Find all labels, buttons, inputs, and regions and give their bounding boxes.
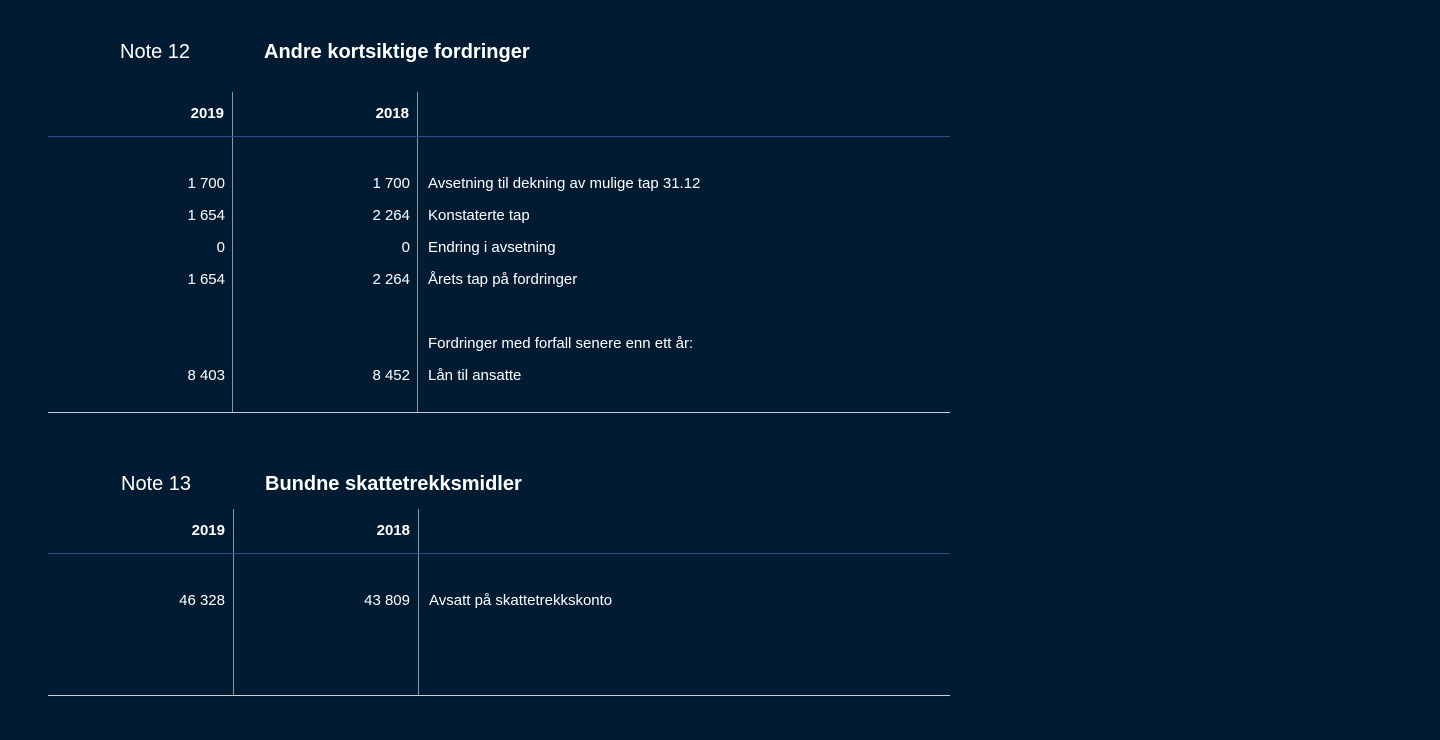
column-header-2018: 2018 <box>376 522 410 539</box>
value-2019: 1 700 <box>187 175 225 192</box>
column-header-2019: 2019 <box>191 522 225 539</box>
row-description: Konstaterte tap <box>428 207 530 224</box>
table-row <box>48 239 950 263</box>
row-description: Årets tap på fordringer <box>428 271 578 288</box>
note-table <box>48 509 950 697</box>
row-description: Endring i avsetning <box>428 239 556 256</box>
value-2018: 8 452 <box>372 367 410 384</box>
value-2018: 2 264 <box>372 207 410 224</box>
note-label: Note 12 <box>120 41 191 63</box>
note-table <box>48 92 950 414</box>
value-2018: 2 264 <box>372 271 410 288</box>
value-2018: 43 809 <box>364 592 410 609</box>
table-row <box>48 175 950 199</box>
table-row <box>48 367 950 391</box>
value-2019: 8 403 <box>187 367 225 384</box>
row-description: Lån til ansatte <box>428 367 522 384</box>
value-2019: 0 <box>216 239 225 256</box>
row-description: Avsetning til dekning av mulige tap 31.12 <box>428 175 701 192</box>
value-2018: 1 700 <box>372 175 410 192</box>
header-rule <box>48 553 950 554</box>
table-row <box>48 207 950 231</box>
value-2019: 1 654 <box>187 271 225 288</box>
value-2018: 0 <box>401 239 410 256</box>
value-2019: 1 654 <box>187 207 225 224</box>
table-row <box>48 592 950 616</box>
table-row <box>48 271 950 295</box>
value-2019: 46 328 <box>179 592 225 609</box>
row-description: Fordringer med forfall senere enn ett år: <box>428 335 694 352</box>
note-label: Note 13 <box>121 473 192 495</box>
table-row <box>48 335 950 359</box>
column-header-2018: 2018 <box>375 105 409 122</box>
column-header-2019: 2019 <box>190 105 224 122</box>
note-title: Bundne skattetrekksmidler <box>265 473 522 495</box>
table-bottom-rule <box>48 695 950 696</box>
table-bottom-rule <box>48 412 950 413</box>
header-rule <box>48 136 950 137</box>
row-description: Avsatt på skattetrekkskonto <box>429 592 613 609</box>
note-title: Andre kortsiktige fordringer <box>264 41 530 63</box>
